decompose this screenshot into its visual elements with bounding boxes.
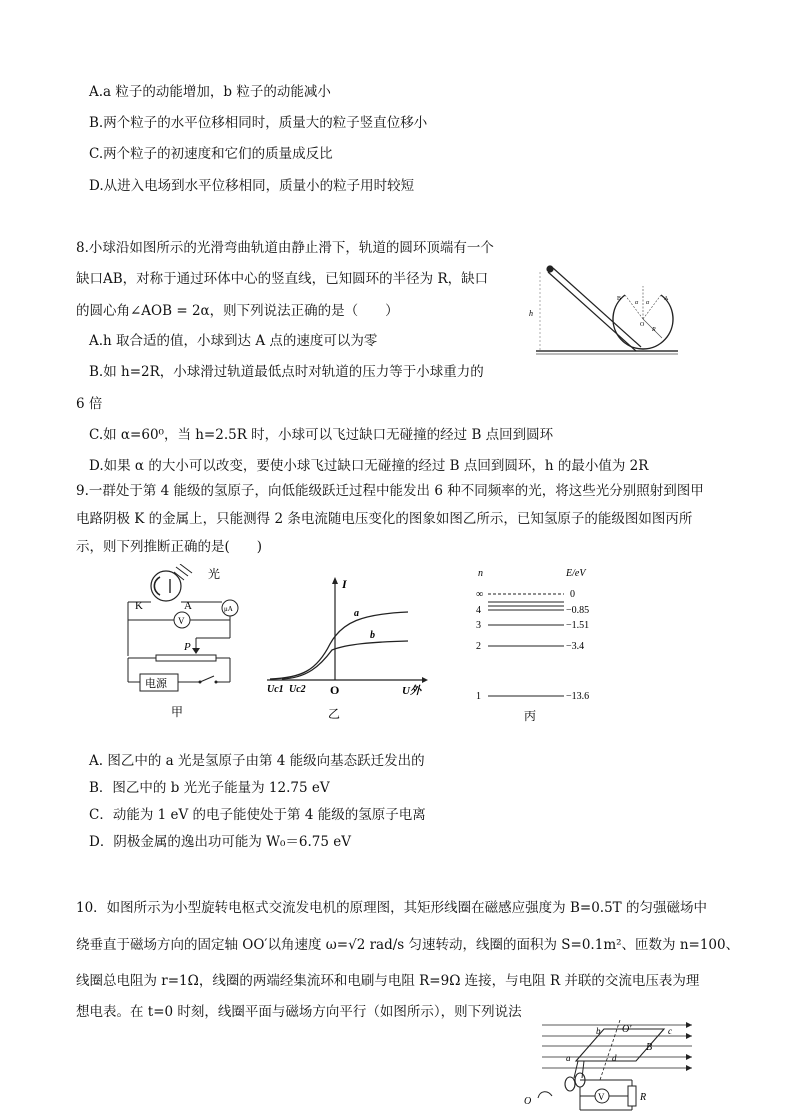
q9-stem-3: 示，则下列推断正确的是( ) <box>76 539 263 555</box>
q7-option-c: C.两个粒子的初速度和它们的质量成反比 <box>89 146 333 162</box>
q8-stem-1: 8.小球沿如图所示的光滑弯曲轨道由静止滑下，轨道的圆环顶端有一个 <box>76 240 494 256</box>
label-alpha-right: α <box>646 300 650 306</box>
label-origin: O <box>330 683 340 697</box>
label-b-field: B <box>646 1042 653 1053</box>
power-source-label: 电源 <box>145 678 167 690</box>
axis-label-u: U外 <box>402 685 421 697</box>
q10-generator-figure <box>522 1020 712 1119</box>
label-o-prime: O′ <box>622 1024 632 1035</box>
q8-option-b-2: 6 倍 <box>76 396 103 412</box>
label-curve-a: a <box>354 608 359 619</box>
level-n-3: 3 <box>476 620 481 631</box>
q9-stem-2: 电路阴极 K 的金属上，只能测得 2 条电流随电压变化的图象如图乙所示，已知氢原子的能级图如图丙所 <box>76 511 693 527</box>
label-a: A <box>184 600 192 612</box>
q8-option-b-1: B.如 h=2R，小球滑过轨道最低点时对轨道的压力等于小球重力的 <box>89 364 484 380</box>
label-b: b <box>596 1026 601 1036</box>
q8-stem-2: 缺口AB，对称于通过环体中心的竖直线，已知圆环的半径为 R，缺口 <box>76 271 489 287</box>
q9-option-c: C．动能为 1 eV 的电子能使处于第 4 能级的氢原子电离 <box>89 807 426 823</box>
voltmeter-label: V <box>598 1092 605 1102</box>
q9-stem-1: 9.一群处于第 4 能级的氢原子，向低能级跃迁过程中能发出 6 种不同频率的光，将这些光分别照射到图甲 <box>76 483 704 499</box>
level-e-1: −13.6 <box>566 691 590 702</box>
label-alpha-left: α <box>635 300 639 306</box>
axis-label-i: I <box>342 577 347 591</box>
q7-option-b: B.两个粒子的水平位移相同时，质量大的粒子竖直位移小 <box>89 115 428 131</box>
q8-stem-3: 的圆心角∠AOB = 2α，则下列说法正确的是（ ） <box>76 303 399 319</box>
level-n-1: 1 <box>476 691 481 702</box>
q9-option-b: B．图乙中的 b 光光子能量为 12.75 eV <box>89 780 330 796</box>
label-b: B <box>617 296 622 302</box>
label-n-header: n <box>478 568 483 579</box>
level-n-inf: ∞ <box>476 589 484 600</box>
level-e-2: −3.4 <box>566 641 585 652</box>
q7-option-d: D.从进入电场到水平位移相同，质量小的粒子用时较短 <box>89 178 415 194</box>
label-e-header: E/eV <box>566 568 586 579</box>
level-e-3: −1.51 <box>566 620 590 631</box>
q9-option-a: A. 图乙中的 a 光是氢原子由第 4 能级向基态跃迁发出的 <box>89 753 425 769</box>
q10-line-2: 绕垂直于磁场方向的固定轴 OO′以角速度 ω=√2 rad/s 匀速转动，线圈的面积为 S=0.1m²、匝数为 n=100、 <box>76 937 740 953</box>
label-curve-b: b <box>370 630 375 641</box>
figure-yi-iv-curve <box>262 572 432 727</box>
curve-a <box>270 612 408 679</box>
level-n-2: 2 <box>476 641 481 652</box>
label-r: R <box>640 1092 647 1103</box>
level-e-4: −0.85 <box>566 605 590 616</box>
label-h: h <box>529 309 533 318</box>
label-o: O <box>524 1096 532 1107</box>
figure-jia-circuit <box>118 564 258 724</box>
level-n-4: 4 <box>476 605 481 616</box>
label-a: A <box>664 296 669 302</box>
q9-option-d: D．阴极金属的逸出功可能为 W₀＝6.75 eV <box>89 834 351 850</box>
label-k: K <box>135 600 143 612</box>
q8-option-d: D.如果 α 的大小可以改变，要使小球飞过缺口无碰撞的经过 B 点回到圆环，h 的最小值为 2R <box>89 458 649 474</box>
microammeter-label: μA <box>224 605 233 613</box>
label-uc2: Uc2 <box>289 684 306 695</box>
label-d: d <box>612 1053 617 1063</box>
q7-option-a: A.a 粒子的动能增加，b 粒子的动能减小 <box>89 84 331 100</box>
label-a: a <box>566 1053 571 1063</box>
label-p: P <box>184 641 191 653</box>
label-o: O <box>640 322 645 328</box>
label-light: 光 <box>208 567 221 581</box>
label-c: c <box>668 1026 672 1036</box>
q10-line-3: 线圈总电阻为 r=1Ω，线圈的两端经集流环和电刷与电阻 R=9Ω 连接，与电阻 R 并联的交流电压表为理 <box>76 973 700 989</box>
figure-bing-energy-levels <box>470 562 620 724</box>
caption-yi: 乙 <box>328 707 341 721</box>
label-r: R <box>652 327 656 333</box>
q8-track-figure <box>526 258 686 358</box>
caption-bing: 丙 <box>524 709 537 723</box>
ball-icon <box>546 265 553 272</box>
q8-option-a: A.h 取合适的值，小球到达 A 点的速度可以为零 <box>89 333 378 349</box>
level-e-inf: 0 <box>570 589 575 600</box>
voltmeter-label: V <box>178 616 185 626</box>
caption-jia: 甲 <box>171 705 184 719</box>
q8-option-c: C.如 α=60⁰，当 h=2.5R 时，小球可以飞过缺口无碰撞的经过 B 点回到圆环 <box>89 427 554 443</box>
q10-line-4: 想电表。在 t=0 时刻，线圈平面与磁场方向平行（如图所示），则下列说法 <box>76 1004 522 1020</box>
q10-line-1: 10．如图所示为小型旋转电枢式交流发电机的原理图，其矩形线圈在磁感应强度为 B=0.5T 的匀强磁场中 <box>76 900 707 916</box>
label-uc1: Uc1 <box>267 684 284 695</box>
